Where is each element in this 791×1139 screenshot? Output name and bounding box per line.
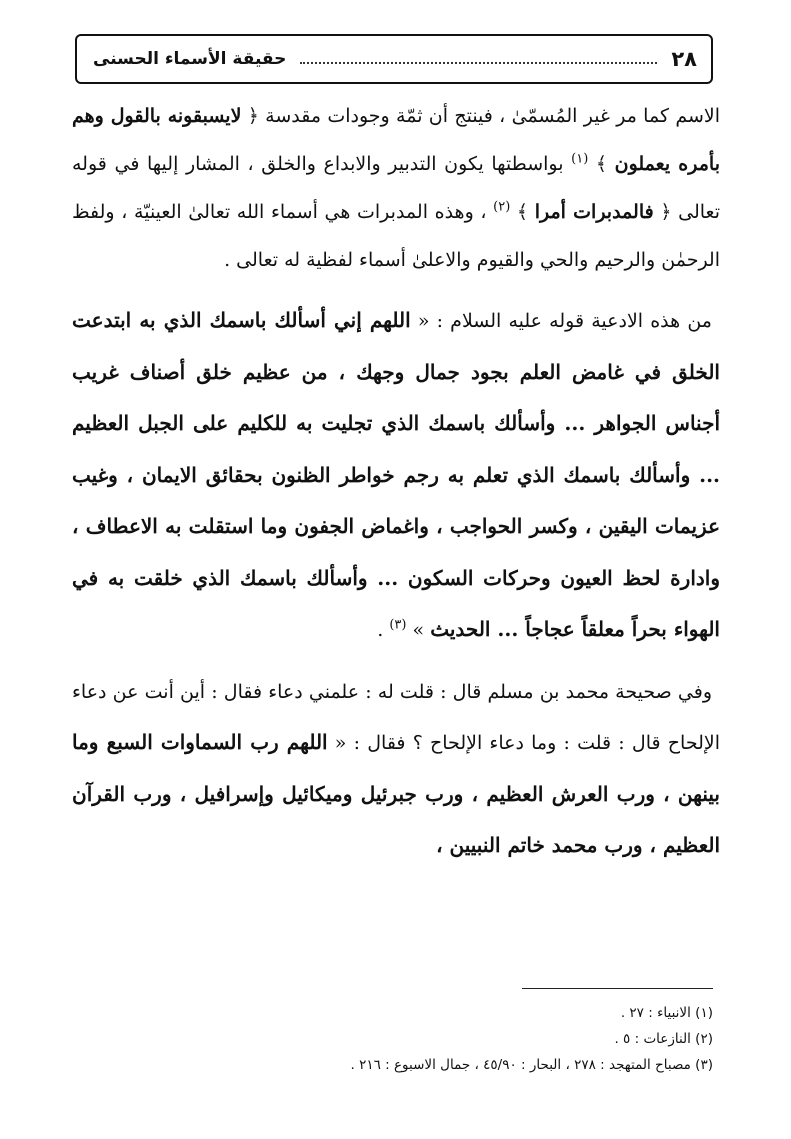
p1-text-cont: بواسطتها يكون التدبير والابداع والخلق ، المشار إليها في قوله تعالى ﴿ [72, 153, 720, 223]
paragraph-3 [72, 667, 720, 872]
footnotes [73, 1000, 713, 1078]
p1-text-end: ، وهذه المدبرات هي أسماء الله تعالىٰ العينيّة ، ولفظ الرحمٰن والرحيم والحي والقيوم والاعلىٰ أسماء لفظية له تعالى . [72, 201, 720, 271]
paragraph-1 [72, 92, 720, 284]
footnote-divider [522, 988, 713, 989]
footnote-2: (٢) النازعات : ٥ . [614, 1031, 713, 1047]
quran-quote: لايسبقونه بالقول وهم بأمره يعملون [72, 105, 720, 175]
p2-intro: من هذه الادعية قوله عليه السلام : « [410, 310, 712, 332]
quran-quote: فالمدبرات أمرا [534, 201, 654, 223]
p3-intro: وفي صحيحة محمد بن مسلم قال : قلت له : علمني دعاء فقال : أين أنت عن دعاء الإلحاح قال : قلت : وما دعاء الإلحاح ؟ فقال : « [72, 680, 720, 754]
dua-quote: اللهم رب السماوات السبع وما بينهن ، ورب العرش العظيم ، ورب جبرئيل وميكائيل وإسرافيل ، ورب القرآن العظيم ، ورب محمد خاتم النبيين ، [72, 730, 720, 857]
footnote-ref-1: (١) [571, 151, 589, 167]
p1-bracket: ﴾ [510, 201, 535, 223]
footnote-ref-2: (٢) [493, 199, 511, 215]
header-dotted-leader [300, 62, 657, 64]
p1-text: الاسم كما مر غير المُسمّىٰ ، فينتج أن ثمّة وجودات مقدسة ﴿ [241, 105, 720, 127]
footnote-1: (١) الانبياء : ٢٧ . [620, 1005, 713, 1021]
running-title: حقيقة الأسماء الحسنى [93, 49, 287, 69]
p2-end: . [377, 619, 390, 641]
footnote-ref-3: (٣) [389, 617, 407, 633]
footnote-3: (٣) مصباح المتهجد : ٢٧٨ ، البحار : ٤٥/٩٠ ، جمال الاسبوع : ٢١٦ . [350, 1057, 713, 1073]
running-header [75, 34, 713, 84]
page-number: ٢٨ [671, 47, 697, 71]
main-text [72, 92, 720, 872]
dua-quote: اللهم إني أسألك باسمك الذي به ابتدعت الخلق في غامض العلم بجود جمال وجهك ، من عظيم خلق أصناف غريب أجناس الجواهر ... وأسألك باسمك الذي تجليت به للكليم على الجبل العظيم ... وأسألك باسمك الذي تعلم به رجم خواطر الظنون بحقائق الايمان ، وغيب عزيمات اليقين ، وكسر الحواجب ، واغماض الجفون وما استقلت به الاعطاف ، وادارة لحظ العيون وحركات السكون ... وأسألك باسمك الذي خلقت به في الهواء بحراً معلقاً عجاجاً ... الحديث [72, 308, 720, 641]
p2-close-quote: » [406, 619, 431, 641]
paragraph-2 [72, 295, 720, 656]
p1-bracket: ﴾ [588, 153, 615, 175]
